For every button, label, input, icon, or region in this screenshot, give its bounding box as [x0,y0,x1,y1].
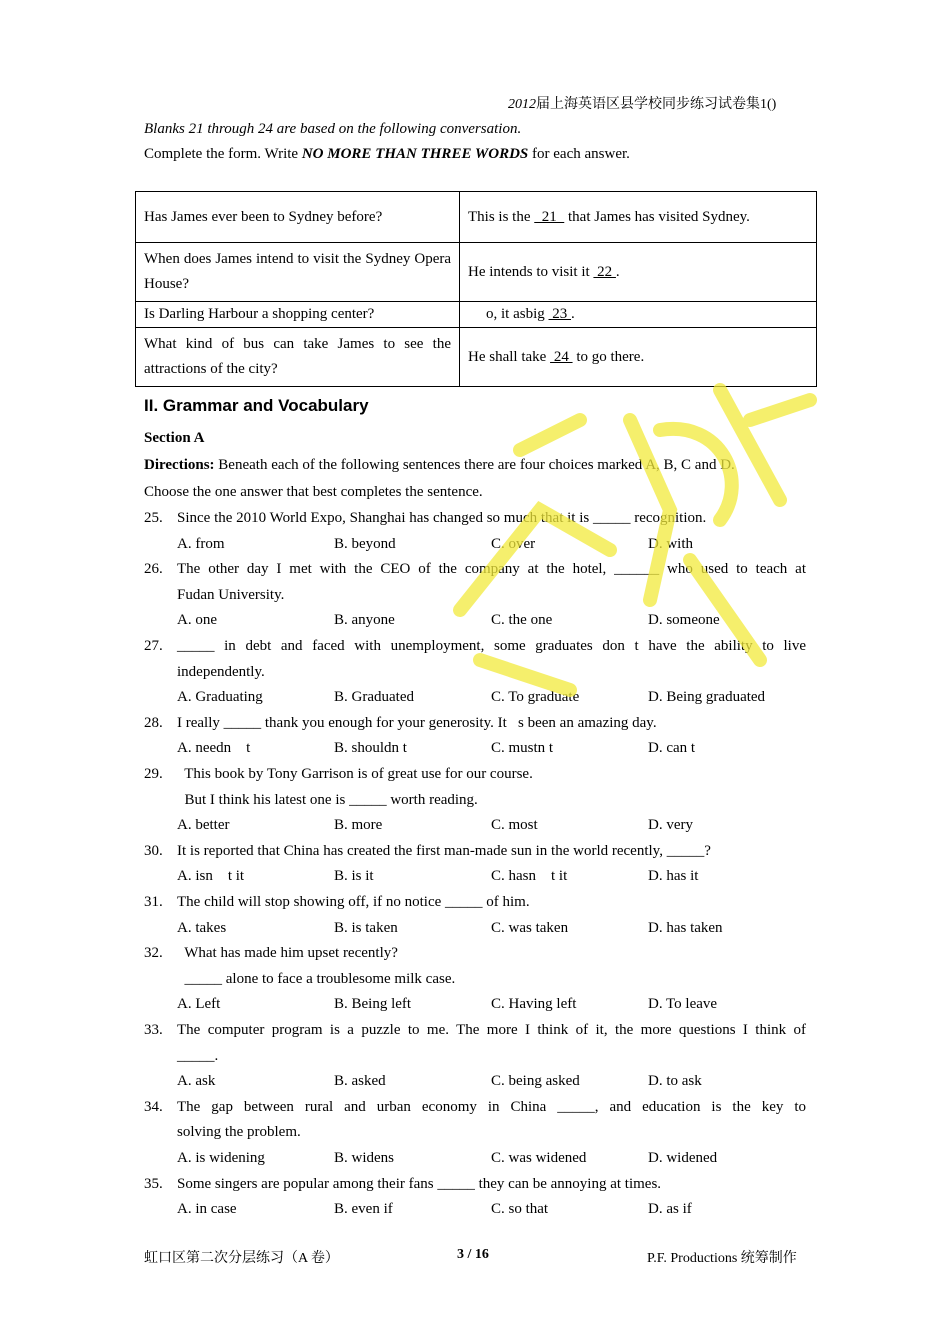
form-answer: This is the 21 that James has visited Sydney. [460,192,817,243]
question-number: 30. [144,842,163,859]
question-text: The child will stop showing off, if no notice _____ of him. [177,894,530,910]
answer-option[interactable]: C. being asked [491,1073,580,1090]
question-number: 29. [144,766,163,782]
question-text: But I think his latest one is _____ worth reading. [177,791,478,808]
header-title: 届上海英语区县学校同步练习试卷集1() [536,97,777,112]
answer-option[interactable]: D. to ask [648,1073,702,1090]
answer-option[interactable]: B. Being left [334,996,412,1013]
table-row [136,192,817,243]
question-text: independently. [177,663,265,680]
footer-left: 虹口区第二次分层练习（A 卷） [144,1251,339,1266]
form-answer: He intends to visit it 22 . [460,243,817,302]
directions-line-2: Choose the one answer that best completes the sentence. [144,484,483,500]
form-question: Has James ever been to Sydney before? [136,192,460,243]
question-number: 33. [144,1022,163,1038]
answer-form-table [135,191,817,387]
question-number: 34. [144,1098,163,1115]
question-number: 27. [144,638,163,654]
form-answer: o, it asbig 23 . [460,302,817,328]
answer-option[interactable]: A. takes [177,919,227,936]
question-text: solving the problem. [177,1124,301,1141]
answer-option[interactable]: A. Graduating [177,689,263,706]
question-text: What has made him upset recently? [177,945,398,962]
question-text: _____ alone to face a troublesome milk case. [177,970,456,987]
answer-option[interactable]: C. was taken [491,919,569,936]
answer-option[interactable]: B. is taken [334,919,398,936]
form-question: When does James intend to visit the Sydney Opera House? [136,243,460,302]
answer-option[interactable]: A. Left [177,996,221,1013]
question-number: 32. [144,945,163,962]
answer-option[interactable]: B. shouldn t [334,740,407,757]
footer-right: P.F. Productions 统筹制作 [647,1251,797,1266]
question-text: This book by Tony Garrison is of great use for our course. [177,766,533,782]
blank-21[interactable]: 21 [534,208,565,225]
question-number: 35. [144,1175,163,1192]
page-number: 3 / 16 [457,1247,489,1262]
question-text: The gap between rural and urban economy in China _____, and education is the key to [177,1098,806,1115]
answer-option[interactable]: A. ask [177,1073,216,1090]
answer-option[interactable]: A. is widening [177,1150,265,1166]
question-text: The computer program is a puzzle to me. The more I think of it, the more questions I think of [177,1022,806,1038]
answer-option[interactable]: D. has taken [648,919,723,936]
blank-22[interactable]: 22 [593,263,616,280]
answer-option[interactable]: A. from [177,535,225,552]
table-row [136,243,817,302]
answer-option[interactable]: D. can t [648,740,696,757]
answer-option[interactable]: A. better [177,817,230,834]
form-question: What kind of bus can take James to see the attractions of the city? [136,328,460,387]
answer-option[interactable]: B. more [334,817,383,834]
answer-option[interactable]: D. with [648,535,693,552]
answer-option[interactable]: C. was widened [491,1150,587,1166]
section-heading: II. Grammar and Vocabulary [144,396,369,415]
answer-option[interactable]: D. has it [648,868,699,885]
table-row [136,302,817,328]
answer-option[interactable]: C. To graduate [491,689,580,706]
answer-option[interactable]: C. so that [491,1201,549,1218]
answer-option[interactable]: B. beyond [334,535,396,552]
section-sub: Section A [144,430,205,446]
question-number: 28. [144,714,163,731]
question-text: _____. [177,1047,219,1064]
answer-option[interactable]: D. To leave [648,996,718,1013]
answer-option[interactable]: B. asked [334,1073,386,1090]
answer-option[interactable]: A. needn t [177,740,251,757]
question-text: The other day I met with the CEO of the company at the hotel, ______ who used to teach at [177,561,806,578]
answer-option[interactable]: D. someone [648,612,720,629]
directions-line-1: Directions: Beneath each of the following sentences there are four choices marked A, B, C and D. [144,457,735,473]
conversation-intro: Blanks 21 through 24 are based on the following conversation. [144,121,522,137]
answer-option[interactable]: D. Being graduated [648,689,766,706]
answer-option[interactable]: C. mustn t [491,740,554,757]
answer-option[interactable]: C. over [491,535,536,552]
question-text: Some singers are popular among their fans _____ they can be annoying at times. [177,1175,662,1192]
word-limit: NO MORE THAN THREE WORDS [301,146,529,162]
answer-option[interactable]: A. isn t it [177,868,245,885]
answer-option[interactable]: D. very [648,817,693,834]
answer-option[interactable]: A. one [177,612,217,629]
question-number: 31. [144,894,163,910]
question-text: It is reported that China has created the first man-made sun in the world recently, _____? [177,842,711,859]
answer-option[interactable]: B. widens [334,1150,394,1166]
answer-option[interactable]: B. even if [334,1201,393,1218]
answer-option[interactable]: D. widened [648,1150,718,1166]
question-number: 25. [144,510,163,526]
answer-option[interactable]: B. Graduated [334,689,414,706]
answer-option[interactable]: B. is it [334,868,374,885]
answer-option[interactable]: C. most [491,817,538,834]
question-text: Since the 2010 World Expo, Shanghai has changed so much that it is _____ recognition. [177,510,707,526]
answer-option[interactable]: D. as if [648,1201,692,1218]
page-header [508,93,776,113]
directions-label: Directions: [144,457,215,473]
table-row [136,328,817,387]
answer-option[interactable]: A. in case [177,1201,237,1218]
question-text: Fudan University. [177,586,285,603]
header-year: 2012 [508,97,536,112]
question-text: I really _____ thank you enough for your generosity. It s been an amazing day. [177,714,657,731]
answer-option[interactable]: C. the one [491,612,553,629]
question-text: _____ in debt and faced with unemployment, some graduates don t have the ability to live [177,638,806,654]
answer-option[interactable]: C. Having left [491,996,577,1013]
answer-option[interactable]: B. anyone [334,612,395,629]
blank-24[interactable]: 24 [550,348,573,365]
conversation-instruction: Complete the form. Write NO MORE THAN THREE WORDS for each answer. [144,146,630,162]
question-number: 26. [144,561,163,578]
form-answer: He shall take 24 to go there. [460,328,817,387]
answer-option[interactable]: C. hasn t it [491,868,568,885]
blank-23[interactable]: 23 [548,306,571,322]
form-question: Is Darling Harbour a shopping center? [136,302,460,328]
